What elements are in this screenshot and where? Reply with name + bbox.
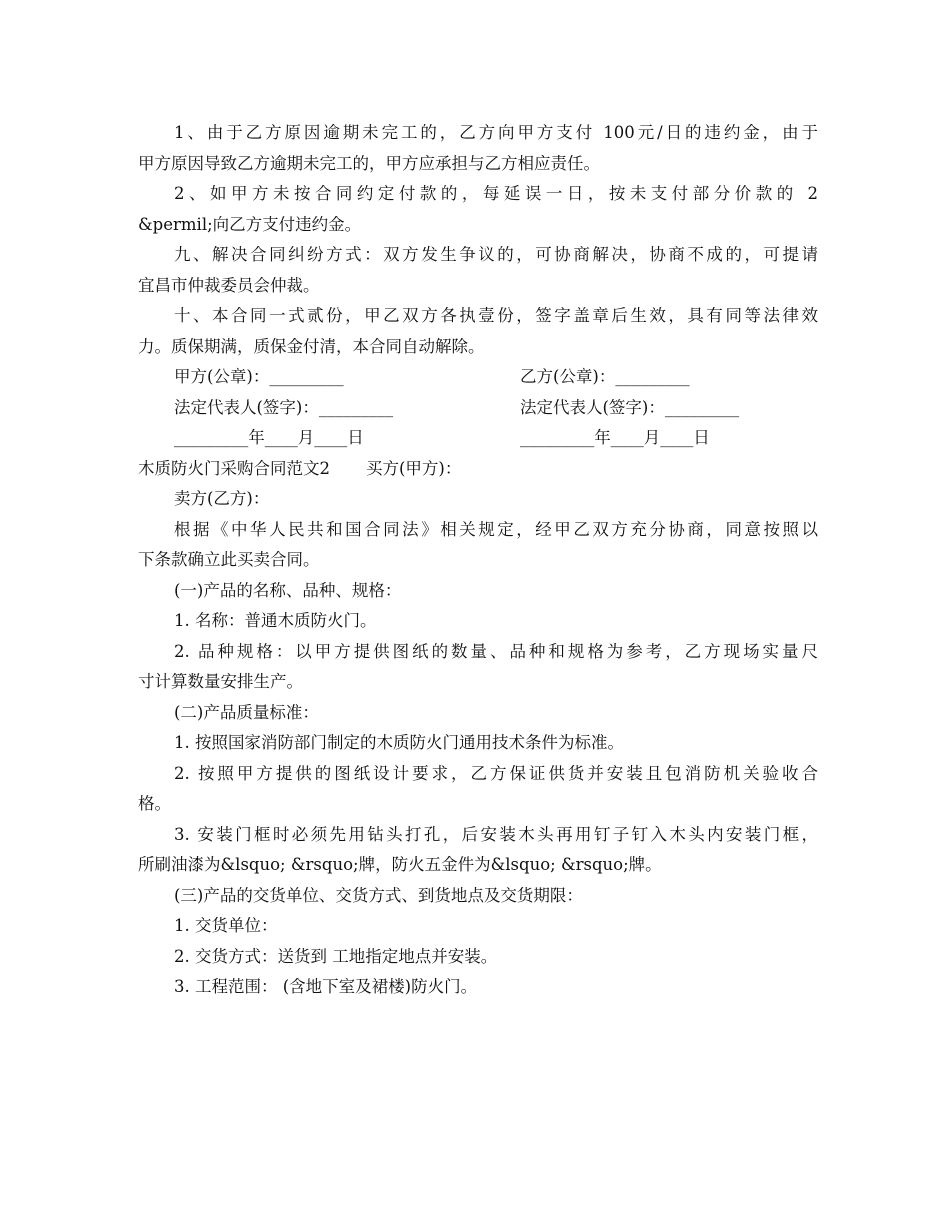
buyer-label: 买方(甲方)：	[366, 458, 462, 478]
text-line: 1. 名称：普通木质防火门。	[174, 611, 377, 630]
penalty-and-dispute-section	[138, 118, 818, 362]
party-b-date: _________年____月____日	[520, 428, 710, 447]
text-line: 寸计算数量安排生产。	[138, 672, 303, 691]
text-line: 1. 按照国家消防部门制定的木质防火门通用技术条件为标准。	[174, 733, 624, 752]
party-a-date: _________年____月____日	[174, 428, 364, 447]
text-line: 下条款确立此买卖合同。	[138, 550, 320, 569]
text-line: (三)产品的交货单位、交货方式、到货地点及交货期限：	[174, 885, 583, 905]
text-line: 2. 交货方式：送货到 工地指定地点并安装。	[174, 946, 498, 966]
text-line: 卖方(乙方)：	[174, 489, 270, 508]
text-line: 力。质保期满，质保金付清，本合同自动解除。	[138, 336, 485, 356]
text-line: 格。	[138, 794, 171, 813]
text-line: 2. 品种规格：以甲方提供图纸的数量、品种和规格为参考，乙方现场实量尺	[174, 641, 818, 661]
contract-terms-section	[138, 484, 818, 1003]
document-body	[138, 118, 818, 1003]
party-a-seal: 甲方(公章)：_________	[174, 367, 344, 386]
signature-row-seal	[138, 362, 818, 393]
text-line: 甲方原因导致乙方逾期未完工的，甲方应承担与乙方相应责任。	[138, 153, 600, 173]
signature-row-date	[138, 423, 818, 454]
text-line: 2、如甲方未按合同约定付款的，每延误一日，按未支付部分价款的 2	[174, 184, 818, 203]
party-b-seal: 乙方(公章)：_________	[520, 367, 690, 386]
text-line: (一)产品的名称、品种、规格：	[174, 580, 402, 600]
text-line: 3. 工程范围： (含地下室及裙楼)防火门。	[174, 977, 478, 996]
text-line: 宜昌市仲裁委员会仲裁。	[138, 275, 320, 295]
text-line: 十、本合同一式贰份，甲乙双方各执壹份，签字盖章后生效，具有同等法律效	[174, 306, 818, 325]
text-line: 1、由于乙方原因逾期未完工的，乙方向甲方支付 100元/日的违约金，由于	[174, 123, 818, 142]
party-b-representative: 法定代表人(签字)：_________	[520, 397, 740, 417]
text-line: 3. 安装门框时必须先用钻头打孔，后安装木头再用钉子钉入木头内安装门框，	[174, 824, 818, 844]
text-line: 根据《中华人民共和国合同法》相关规定，经甲乙双方充分协商，同意按照以	[174, 519, 818, 539]
signature-block	[138, 362, 818, 454]
text-line: &permil;向乙方支付违约金。	[138, 214, 362, 234]
contract-title: 木质防火门采购合同范文2	[138, 458, 330, 478]
text-line: 1. 交货单位：	[174, 916, 278, 935]
text-line: 2. 按照甲方提供的图纸设计要求，乙方保证供货并安装且包消防机关验收合	[174, 763, 818, 783]
text-line: 九、解决合同纠纷方式：双方发生争议的，可协商解决，协商不成的，可提请	[174, 245, 818, 264]
text-line: 所刷油漆为&lsquo; &rsquo;牌，防火五金件为&lsquo; &rsquo;牌。	[138, 855, 662, 874]
text-line: (二)产品质量标准：	[174, 702, 319, 722]
contract-title-row	[138, 454, 818, 485]
signature-row-representative	[138, 393, 818, 424]
party-a-representative: 法定代表人(签字)：_________	[174, 397, 394, 417]
